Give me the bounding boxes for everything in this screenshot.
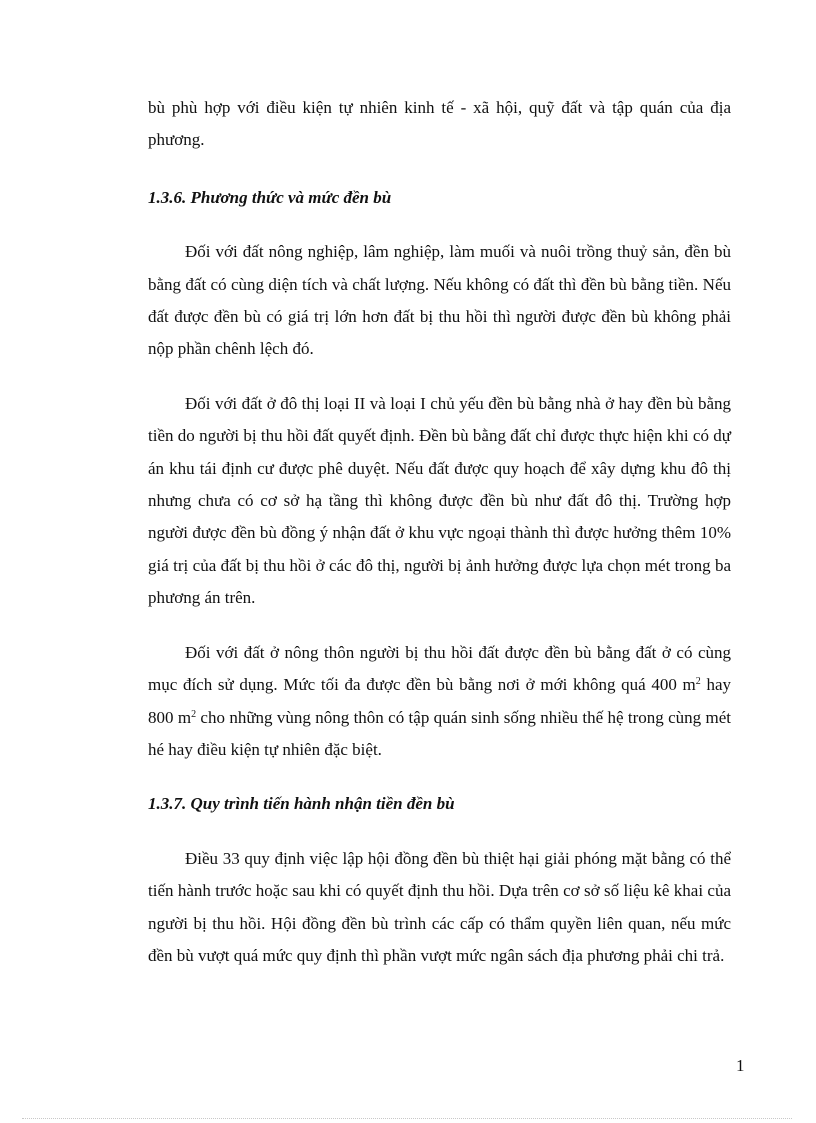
footer-divider xyxy=(22,1118,792,1119)
paragraph-urban-land: Đối với đất ở đô thị loại II và loại I chủ yếu đền bù bằng nhà ở hay đền bù bằng tiền do người bị thu hồi đất quyết định. Đền bù bằng đất chỉ được thực hiện khi có dự án khu tái định cư được phê duyệt. Nếu đất được quy hoạch để xây dựng khu đô thị nhưng chưa có cơ sở hạ tầng thì không được đền bù như đất đô thị. Trường hợp người được đền bù đồng ý nhận đất ở khu vực ngoại thành thì được hưởng thêm 10% giá trị của đất bị thu hồi ở các đô thị, người bị ảnh hưởng được lựa chọn mét trong ba phương án trên. xyxy=(148,393,731,608)
superscript-2-a: 2 xyxy=(695,676,701,688)
rural-text-2: hay 800 m xyxy=(148,675,732,727)
section-heading-1-3-6: 1.3.6. Phương thức và mức đền bù xyxy=(148,187,392,207)
rural-text-3: cho những vùng nông thôn có tập quán sinh sống nhiều thế hệ trong cùng mét hé hay điều kiện tự nhiên đặc biệt. xyxy=(148,707,731,759)
paragraph-rural-land xyxy=(148,637,731,767)
page-number: 1 xyxy=(736,1056,745,1075)
paragraph-agricultural-land: Đối với đất nông nghiệp, lâm nghiệp, làm muối và nuôi trồng thuỷ sản, đền bù bằng đất có cùng diện tích và chất lượng. Nếu không có đất thì đền bù bằng tiền. Nếu đất được đền bù có giá trị lớn hơn đất bị thu hồi thì người được đền bù không phải nộp phần chênh lệch đó. xyxy=(148,242,731,359)
superscript-2-b: 2 xyxy=(191,708,197,720)
intro-paragraph: bù phù hợp với điều kiện tự nhiên kinh tế - xã hội, quỹ đất và tập quán của địa phương. xyxy=(148,98,731,150)
rural-text-1: Đối với đất ở nông thôn người bị thu hồi đất được đền bù bằng đất ở có cùng mục đích sử dụng. Mức tối đa được đền bù bằng nơi ở mới không quá 400 m xyxy=(148,642,731,695)
section-heading-1-3-7: 1.3.7. Quy trình tiến hành nhận tiền đền bù xyxy=(148,794,455,814)
page-body xyxy=(148,92,731,972)
paragraph-procedure: Điều 33 quy định việc lập hội đồng đền bù thiệt hại giải phóng mặt bằng có thể tiến hành trước hoặc sau khi có quyết định thu hồi. Dựa trên cơ sở số liệu kê khai của người bị thu hồi. Hội đồng đền bù trình các cấp có thẩm quyền liên quan, nếu mức đền bù vượt quá mức quy định thì phần vượt mức ngân sách địa phương phải chi trả. xyxy=(148,848,731,965)
